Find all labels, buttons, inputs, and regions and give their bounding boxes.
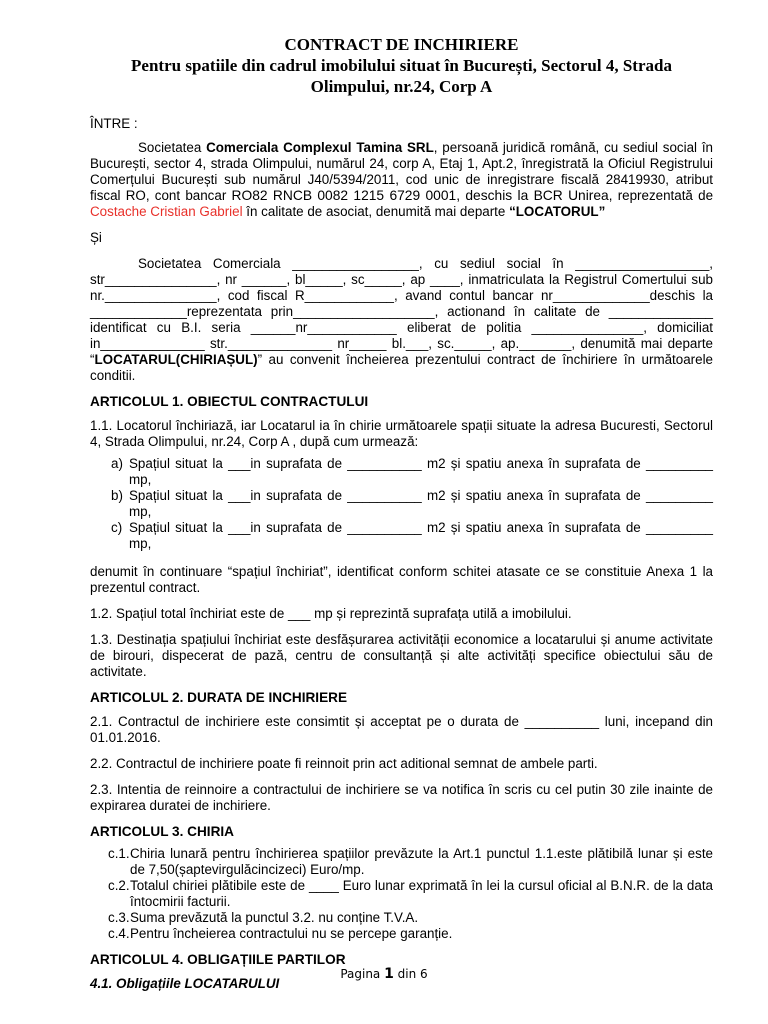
list-item-text: Pentru încheierea contractului nu se percepe garanție. (130, 926, 453, 941)
list-item-label: a) (111, 456, 123, 471)
party1-representative: Costache Cristian Gabriel (90, 204, 243, 219)
party2-paragraph (90, 256, 713, 384)
document-body (90, 34, 713, 992)
intro-line: ÎNTRE : (90, 116, 138, 131)
party2-details: Societatea Comerciala _________________, cu sediul social în __________________, str_______________, nr ______, bl_____, sc_____, ap ____, inmatriculata la Registrul Comertului sub nr._______________, cod fiscal R____________, avand contul bancar nr_____________deschis la _____________reprezentata prin___________________, actionand în calitate de ______________ identificat cu B.I. seria ______nr____________ eliberat de politia _______________, domiciliat in______________ str.______________ nr_____ bl.___, sc._____, ap._______, denumită mai departe “ (90, 256, 713, 367)
list-item-label: c.2. (108, 878, 130, 893)
list-item (90, 488, 713, 520)
list-item-text: Spațiul situat la ___in suprafata de __________ m2 și spatiu anexa în suprafata de _________ mp, (129, 520, 713, 551)
party1-details: , persoană juridică română, cu sediul social în București, sector 4, strada Olimpului, numărul 24, corp A, Etaj 1, Apt.2, înregistrată la Oficiul Registrului Comerțului București sub numărul J40/5394/2011, cod unic de inregistrare fiscală 28419930, atribut fiscal RO, cont bancar (90, 140, 713, 203)
party1-rep-lead: , reprezentată de (608, 188, 714, 203)
list-item-label: c.1. (108, 846, 130, 861)
list-item-label: c.4. (108, 926, 130, 941)
party1-company-name: Comerciala Complexul Tamina SRL (206, 140, 434, 155)
article2-p3: 2.3. Intentia de reinnoire a contractului de inchiriere se va notifica în scris cu cel putin 30 zile inainte de expirarea duratei de inchiriere. (90, 782, 713, 813)
article1-heading: ARTICOLUL 1. OBIECTUL CONTRACTULUI (90, 394, 369, 409)
article3-list (90, 846, 713, 942)
list-item (90, 456, 713, 488)
article1-p1: 1.1. Locatorul închiriază, iar Locatarul ia în chirie următoarele spații situate la adresa Bucuresti, Sectorul 4, Strada Olimpului, nr.24, Corp A , după cum urmează: (90, 418, 713, 449)
party2-role: LOCATARUL(CHIRIAȘUL) (94, 352, 258, 367)
party1-role: “LOCATORUL” (509, 204, 606, 219)
list-item (90, 910, 713, 926)
list-item-label: c.3. (108, 910, 130, 925)
list-item-text: Chiria lunară pentru închirierea spațiilor prevăzute la Art.1 punctul 1.1.este plătibilă lunar și este de 7,50(șaptevirgulăcincizeci) Euro/mp. (130, 846, 713, 877)
page-footer (0, 966, 768, 982)
article1-p2: 1.2. Spațiul total închiriat este de ___ mp și reprezintă suprafața utilă a imobilului. (90, 606, 572, 621)
list-item (90, 520, 713, 552)
article4-subheading: 4.1. Obligațiile LOCATARULUI (90, 976, 280, 991)
article1-p3: 1.3. Destinația spațiului închiriat este desfășurarea activității economice a locatarului și anume activitate de birouri, dispecerat de pază, centru de consultanță și alte activități specifice obiectului său de activitate. (90, 632, 713, 679)
party2-closing: ” au convenit încheierea prezentului contract de închiriere în următoarele conditii. (90, 352, 713, 383)
list-item-text: Spațiul situat la ___in suprafata de __________ m2 și spatiu anexa în suprafata de _________ mp, (129, 456, 713, 487)
footer-total-pages: 6 (420, 967, 428, 981)
footer-page-number: 1 (384, 966, 394, 982)
article1-space-list (90, 456, 713, 552)
footer-prefix: Pagina (340, 967, 385, 981)
list-item-text: Spațiul situat la ___in suprafata de __________ m2 și spatiu anexa în suprafata de _________ mp, (129, 488, 713, 519)
article4-heading: ARTICOLUL 4. OBLIGAȚIILE PARTILOR (90, 952, 346, 967)
article1-denumit: denumit în continuare “spațiul închiriat”, identificat conform schitei atasate ce se constituie Anexa 1 la prezentul contract. (90, 564, 713, 595)
list-item-label: b) (111, 488, 123, 503)
list-item-label: c) (111, 520, 123, 535)
article2-heading: ARTICOLUL 2. DURATA DE INCHIRIERE (90, 690, 348, 705)
article3-heading: ARTICOLUL 3. CHIRIA (90, 824, 234, 839)
list-item (90, 878, 713, 910)
party1-bank: RO82 RNCB 0082 1215 6729 0001, deschis la BCR Unirea (231, 188, 609, 203)
article2-p1: 2.1. Contractul de inchiriere este consimtit și acceptat pe o durata de __________ luni, incepand din 01.01.2016. (90, 714, 713, 745)
list-item (90, 846, 713, 878)
article2-p2: 2.2. Contractul de inchiriere poate fi reinnoit prin act aditional semnat de ambele parti. (90, 756, 598, 771)
footer-mid: din (393, 967, 421, 981)
party1-lead: Societatea (138, 140, 207, 155)
list-item-text: Suma prevăzută la punctul 3.2. nu conține T.V.A. (130, 910, 419, 925)
party1-paragraph (90, 140, 713, 220)
party1-role-lead: în calitate de asociat, denumită mai departe (242, 204, 510, 219)
document-title: CONTRACT DE INCHIRIERE (284, 35, 519, 54)
list-item (90, 926, 713, 942)
list-item-text: Totalul chiriei plătibile este de ____ Euro lunar exprimată în lei la cursul oficial al B.N.R. de la data întocmirii facturii. (130, 878, 713, 909)
and-line: Și (90, 230, 102, 245)
document-subtitle: Pentru spatiile din cadrul imobilului situat în București, Sectorul 4, Strada Olimpului, nr.24, Corp A (131, 56, 672, 96)
